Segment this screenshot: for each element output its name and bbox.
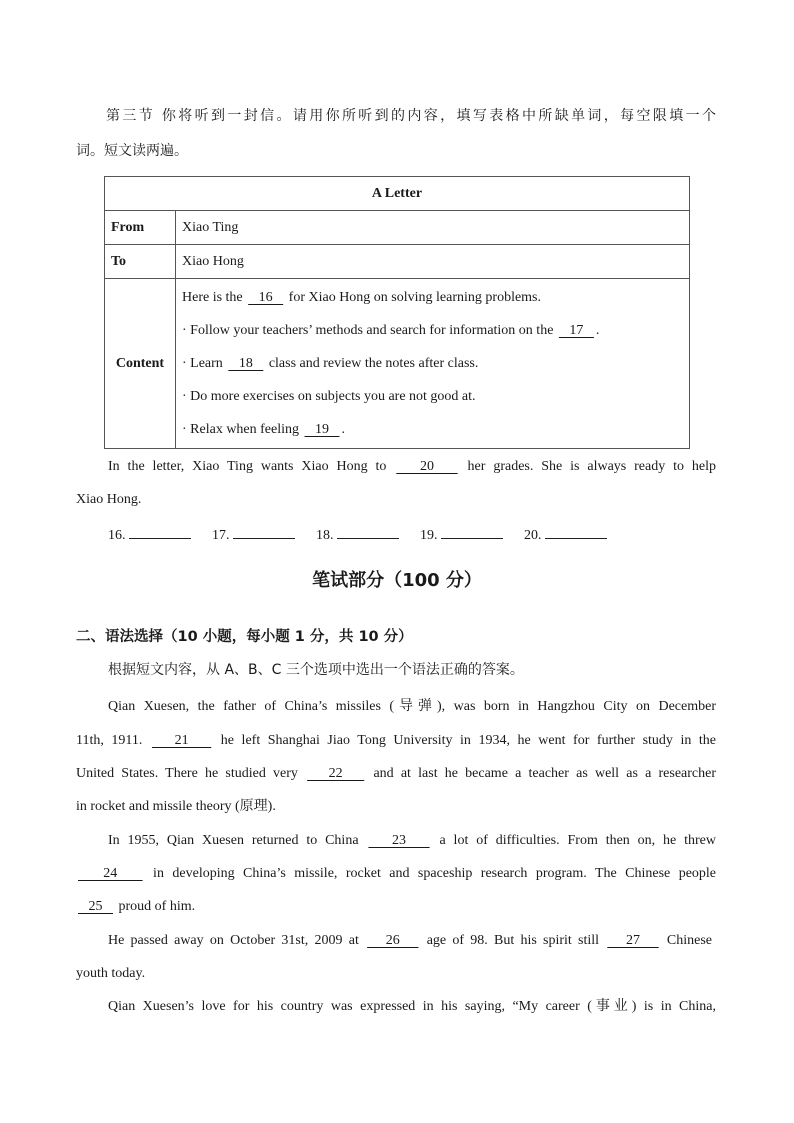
after-table-line2: Xiao Hong. xyxy=(76,492,142,507)
blank-26: 26 xyxy=(367,933,419,948)
answer-blank xyxy=(129,524,191,539)
content-line xyxy=(182,413,683,446)
answer-16: 16. xyxy=(108,524,191,546)
section3-intro-line2: 词。短文读两遍。 xyxy=(76,143,188,159)
content-cell xyxy=(176,279,690,449)
passage-p2-line3: 25 proud of him. xyxy=(78,899,196,914)
after-table-line1: In the letter, Xiao Ting wants Xiao Hong to 20 her grades. She is always ready to help xyxy=(108,459,717,474)
to-value: Xiao Hong xyxy=(176,245,690,279)
blank-23: 23 xyxy=(368,833,430,848)
passage-p1-line2: 11th, 1911. 21 he left Shanghai Jiao Tong University in 1934, he went for further study in the xyxy=(76,733,716,748)
passage-p3-line1: He passed away on October 31st, 2009 at 26 age of 98. But his spirit still 27 Chinese xyxy=(108,933,712,948)
blank-16: 16 xyxy=(248,290,284,305)
letter-table xyxy=(104,176,690,449)
passage-p3-line2: youth today. xyxy=(76,966,146,981)
answer-20: 20. xyxy=(524,524,607,546)
blank-27: 27 xyxy=(607,933,659,948)
content-text: for Xiao Hong on solving learning problems. xyxy=(285,290,542,305)
passage-p2-line1: In 1955, Qian Xuesen returned to China 23 a lot of difficulties. From then on, he threw xyxy=(108,833,716,848)
blank-25: 25 xyxy=(78,899,113,914)
blank-22: 22 xyxy=(307,766,365,781)
passage-p1-line4: in rocket and missile theory (原理). xyxy=(76,799,276,814)
content-text: · Follow your teachers’ methods and search for information on the xyxy=(182,323,557,338)
blank-20: 20 xyxy=(396,459,458,474)
table-title: A Letter xyxy=(105,177,690,211)
passage-p4-line1: Qian Xuesen’s love for his country was expressed in his saying, “My career (事业) is in China, xyxy=(108,999,716,1014)
answer-18: 18. xyxy=(316,524,399,546)
content-line xyxy=(182,314,683,347)
from-value: Xiao Ting xyxy=(176,211,690,245)
answer-blank xyxy=(337,524,399,539)
content-text: . xyxy=(341,422,346,437)
from-label: From xyxy=(105,211,176,245)
content-text: · Relax when feeling xyxy=(182,422,303,437)
blank-24: 24 xyxy=(78,866,143,881)
content-line xyxy=(182,380,683,413)
section2-instruction: 根据短文内容，从 A、B、C 三个选项中选出一个语法正确的答案。 xyxy=(108,662,524,678)
content-line xyxy=(182,281,683,314)
answer-blank xyxy=(233,524,295,539)
blank-21: 21 xyxy=(151,733,212,748)
passage-p1-line1: Qian Xuesen, the father of China’s missiles (导弹), was born in Hangzhou City on December xyxy=(108,699,716,714)
content-line xyxy=(182,347,683,380)
blank-17: 17 xyxy=(558,323,594,338)
answer-17: 17. xyxy=(212,524,295,546)
blank-19: 19 xyxy=(304,422,340,437)
section2-heading: 二、语法选择（10 小题，每小题 1 分，共 10 分） xyxy=(76,629,413,645)
content-text: . xyxy=(595,323,600,338)
passage-p1-line3: United States. There he studied very 22 and at last he became a teacher as well as a researcher xyxy=(76,766,717,781)
to-label: To xyxy=(105,245,176,279)
content-text: · Learn xyxy=(182,356,227,371)
blank-18: 18 xyxy=(228,356,264,371)
written-section-title: 笔试部分（100 分） xyxy=(312,570,482,591)
answer-blank xyxy=(441,524,503,539)
answer-19: 19. xyxy=(420,524,503,546)
content-text: Here is the xyxy=(182,290,247,305)
answer-blank xyxy=(545,524,607,539)
content-text: · Do more exercises on subjects you are not good at. xyxy=(182,389,476,404)
section3-intro-line1: 第三节 你将听到一封信。请用你所听到的内容，填写表格中所缺单词，每空限填一个 xyxy=(106,108,716,124)
content-label: Content xyxy=(105,279,176,449)
passage-p2-line2: 24 in developing China’s missile, rocket and spaceship research program. The Chinese people xyxy=(78,866,717,881)
content-text: class and review the notes after class. xyxy=(265,356,479,371)
